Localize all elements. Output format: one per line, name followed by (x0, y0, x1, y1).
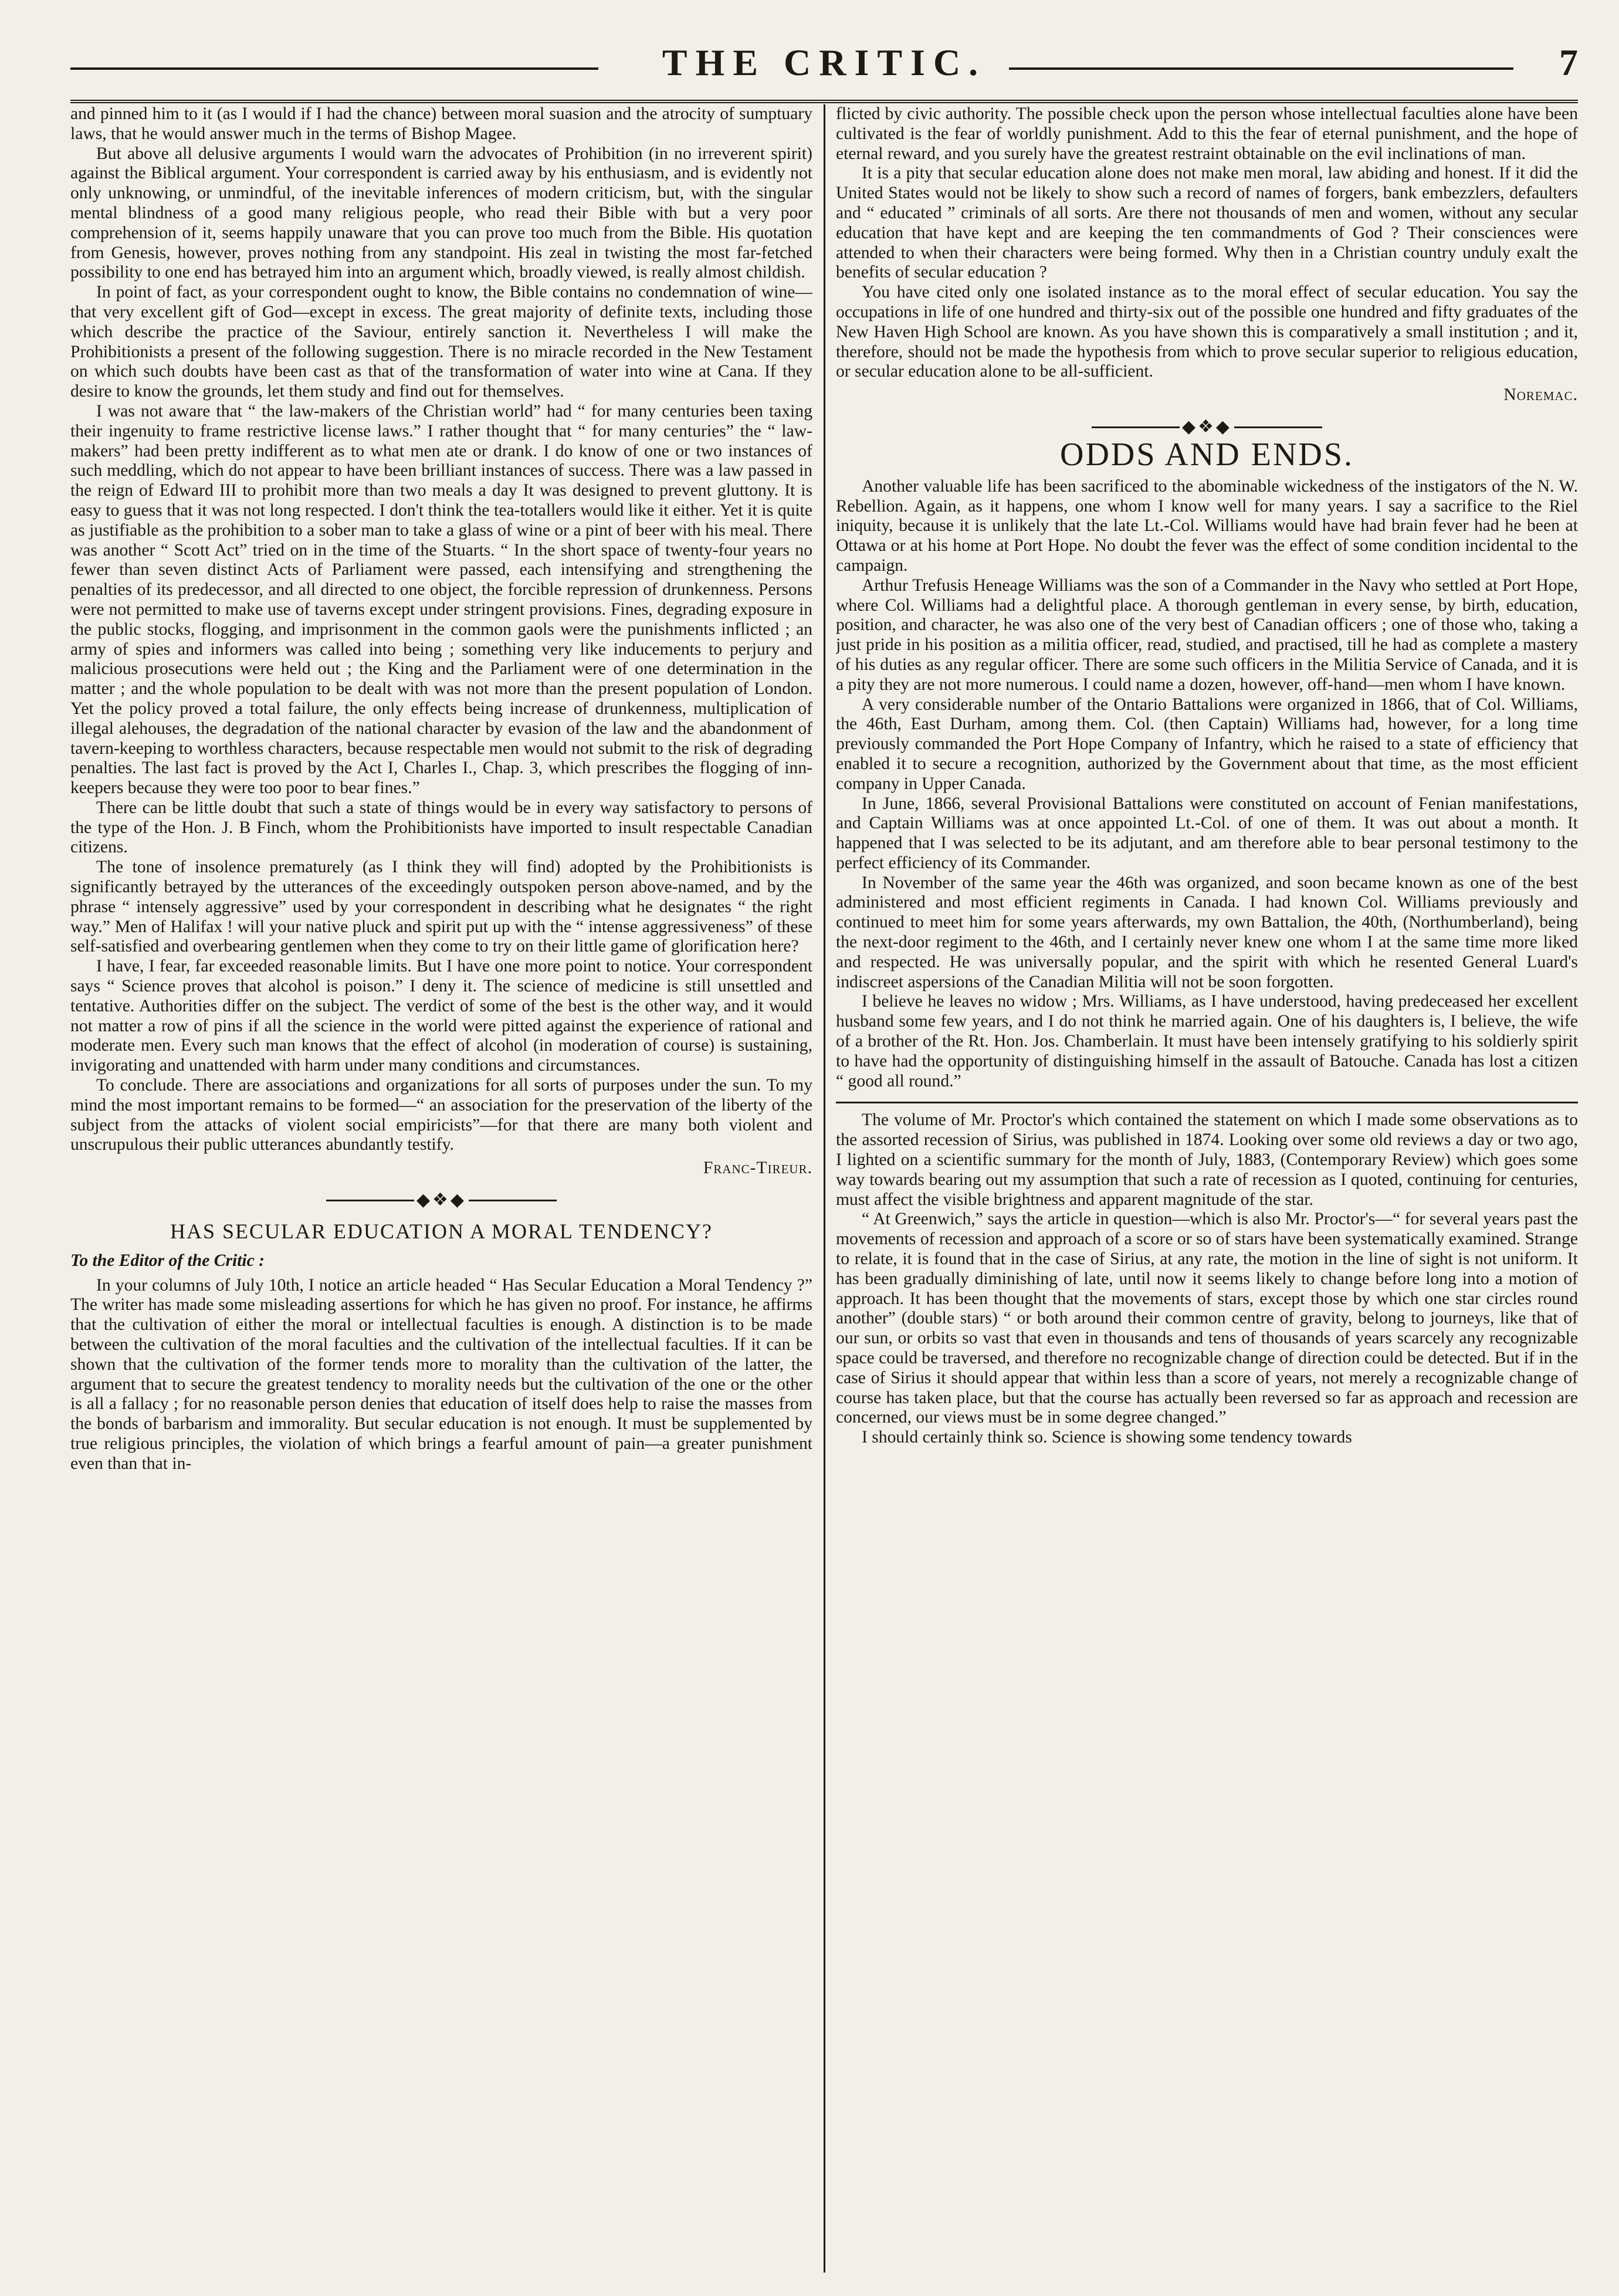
section-ornament (70, 1189, 812, 1210)
ornament-rule (469, 1200, 557, 1201)
section-ornament (836, 416, 1578, 437)
article-paragraph: You have cited only one isolated instance as to the moral effect of secular education. You say the occupations in life of one hundred and thirty-six out of the possible one hundred and fifty graduates of the New Haven High School are known. As you have shown this is comparatively a small institution ; and it, therefore, should not be made the hypothesis from which to prove secular superior to religious education, or secular education alone to be all-sufficient. (836, 283, 1578, 381)
right-column (836, 104, 1578, 2273)
ornament-rule (1092, 426, 1180, 428)
signature: Noremac. (1503, 385, 1578, 405)
article-secular-education-continued (836, 104, 1578, 405)
article-paragraph: In your columns of July 10th, I notice an article headed “ Has Secular Education a Moral Tendency ?” The writer has made some misleading assertions for which he has given no proof. For instance, he affirms that the cultivation of either the moral or intellectual faculties is enough. A distinction is to be made between the cultivation of the moral faculties and the cultivation of the intellectual faculties. If it can be shown that the cultivation of the former tends more to morality than the cultivation of the latter, the argument that to secure the greatest tendency to morality needs but the cultivation of the one or the other is all a fallacy ; for no reasonable person denies that education of itself does help to raise the masses from the bonds of barbarism and immorality. But secular education is not enough. It must be supplemented by true religious principles, the violation of which brings a fearful amount of pain—a greater punishment even than that in- (70, 1275, 812, 1473)
article-heading: HAS SECULAR EDUCATION A MORAL TENDENCY? (170, 1220, 713, 1244)
section-divider (836, 1102, 1578, 1103)
running-title: THE CRITIC. (662, 42, 987, 83)
page-number: 7 (1559, 42, 1578, 83)
ornament-rule (326, 1200, 414, 1201)
article-salutation: To the Editor of the Critic : (70, 1251, 265, 1270)
article-paragraph: In point of fact, as your correspondent ought to know, the Bible contains no condemnation of wine—that very excellent gift of God—except in excess. The great majority of definite texts, including those which describe the practice of the Saviour, entirely sanction it. Nevertheless I will make the Prohibitionists a present of the following suggestion. There is no miracle recorded in the New Testament on which such doubts have been cast as that of the transformation of water into wine at Cana. If they desire to know the grounds, let them study and find out for themselves. (70, 283, 812, 401)
article-paragraph: Another valuable life has been sacrificed to the abominable wickedness of the instigators of the N. W. Rebellion. Again, as it happens, one whom I know well for many years. I say a sacrifice to the Riel iniquity, because it is unlikely that the late Lt.-Col. Williams would have had brain fever had he been at Ottawa or at his home at Port Hope. No doubt the fever was the effect of some condition incidental to the campaign. (836, 476, 1578, 575)
article-paragraph: But above all delusive arguments I would warn the advocates of Prohibition (in no irreverent spirit) against the Biblical argument. Your correspondent is carried away by his enthusiasm, and is evidently not only unknowing, or unmindful, of the inevitable inferences of modern criticism, but, with the singular mental blindness of a good many religious people, who read their Bible with but a very poor comprehension of it, seems happily unaware that you can prove too much from the Bible. His quotation from Genesis, however, proves nothing from any standpoint. His zeal in twisting the most far-fetched possibility to one end has betrayed him into an argument which, broadly viewed, is really almost childish. (70, 144, 812, 282)
columns (70, 104, 1578, 2273)
article-paragraph: and pinned him to it (as I would if I had the chance) between moral suasion and the atrocity of sumptuary laws, that he would answer much in the terms of Bishop Magee. (70, 104, 812, 143)
article-paragraph: flicted by civic authority. The possible check upon the person whose intellectual faculties alone have been cultivated is the fear of worldly punishment. Add to this the fear of eternal punishment, and the hope of eternal reward, and you surely have the greatest restraint obtainable on the evil inclinations of man. (836, 104, 1578, 163)
article-paragraph: I believe he leaves no widow ; Mrs. Williams, as I have understood, having predeceased her excellent husband some few years, and I do not think he married again. One of his daughters is, I believe, the wife of a brother of the Rt. Hon. Jos. Chamberlain. It must have been intensely gratifying to his soldierly spirit to have had the opportunity of distinguishing himself in the assault of Batouche. Canada has lost a citizen “ good all round.” (836, 992, 1578, 1091)
signature: Franc-Tireur. (703, 1159, 812, 1178)
article-paragraph: It is a pity that secular education alone does not make men moral, law abiding and honest. If it did the United States would not be likely to show such a record of names of forgers, bank embezzlers, defaulters and “ educated ” criminals of all sorts. Are there not thousands of men and women, without any secular education that have kept and are keeping the ten commandments of God ? Their consciences were attended to when their characters were being formed. Why then in a Christian country unduly exalt the benefits of secular education ? (836, 164, 1578, 282)
article-odds-and-ends (836, 436, 1578, 1448)
ornament-diamond-icon: ◆❖◆ (416, 1190, 467, 1210)
ornament-rule (1234, 426, 1322, 428)
article-prohibition (70, 104, 812, 1179)
article-paragraph: “ At Greenwich,” says the article in question—which is also Mr. Proctor's—“ for several years past the movements of recession and approach of a score or so of stars have been systematically examined. Strange to relate, it is found that in the case of Sirius, at any rate, the motion in the line of sight is not uniform. It has been gradually diminishing of late, until now it seems likely to change before long into a motion of approach. It has been thought that the movements of stars, except those by which one star circles round another” (double stars) “ or both around their common centre of gravity, belong to journeys, like that of our sun, or orbits so vast that even in thousands and tens of thousands of years scarcely any recognizable space could be traversed, and therefore no recognizable change of direction could be detected. But if in the case of Sirius it should appear that within less than a score of years, not merely a recognizable change of course has taken place, but that the course has actually been reversed so far as approach and recession are concerned, our views must be in some degree changed.” (836, 1210, 1578, 1427)
article-paragraph: A very considerable number of the Ontario Battalions were organized in 1866, that of Col. Williams, the 46th, East Durham, among them. Col. (then Captain) Williams had, however, for a long time previously commanded the Port Hope Company of Infantry, which he raised to a state of efficiency that enabled it to secure a recognition, authorized by the Government about that time, as the most efficient company in Upper Canada. (836, 695, 1578, 793)
article-paragraph: Arthur Trefusis Heneage Williams was the son of a Commander in the Navy who settled at Port Hope, where Col. Williams had a delightful place. A thorough gentleman in every sense, by birth, education, position, and character, he was also one of the very best of Canadian officers ; one of those who, taking a just pride in his position as a militia officer, read, studied, and practised, till he had as complete a mastery of his duties as any regular officer. There are some such officers in the Militia Service of Canada, and it is a pity they are not more numerous. I could name a dozen, however, off-hand—men whom I have known. (836, 575, 1578, 694)
masthead (70, 35, 1578, 103)
masthead-rule-right (1009, 67, 1513, 70)
article-paragraph: I was not aware that “ the law-makers of the Christian world” had “ for many centuries been taxing their ingenuity to frame restrictive license laws.” I rather thought that “ for many centuries” the “ law-makers” had been pretty indifferent as to what men ate or drank. I do know of one or two instances of such meddling, which do not appear to have been brilliant instances of success. There was a law passed in the reign of Edward III to prohibit more than two meals a day It was designed to prevent gluttony. It is easy to guess that it was not long respected. I don't think the tea-totallers would like it either. Yet it is quite as justifiable as the prohibition to a sober man to take a glass of wine or a pint of beer with his meal. There was another “ Scott Act” tried on in the time of the Stuarts. “ In the short space of twenty-four years no fewer than seven distinct Acts of Parliament were passed, each intensifying and strengthening the penalties of its predecessor, and all directed to one object, the forcible repression of drunkenness. Persons were not permitted to make use of taverns except under stringent provisions. Fines, degrading exposure in the public stocks, flogging, and imprisonment in the common gaols were the punishments inflicted ; an army of spies and informers was called into being ; something very like inducements to perjury and malicious prosecutions were held out ; the King and the Parliament were of one determination in the matter ; and the whole population to be dealt with was not more than the present population of London. Yet the policy proved a total failure, the only effects being increase of drunkenness, multiplication of illegal alehouses, the degradation of the national character by evasion of the law and the abandonment of tavern-keeping to worthless characters, because respectable men would not submit to the risk of degrading penalties. The last fact is proved by the Act I, Charles I., Chap. 3, which prescribes the flogging of inn-keepers because they were too poor to bear fines.” (70, 401, 812, 798)
article-paragraph: In November of the same year the 46th was organized, and soon became known as one of the best administered and most efficient regiments in Canada. I had known Col. Williams previously and continued to meet him for some years afterwards, my own Battalion, the 40th, (Northumberland), being the next-door regiment to the 46th, and I certainly never knew one whom I at the same time more liked and respected. He was universally popular, and the spirit with which he resented General Luard's indiscreet aspersions of the Canadian Militia will not be soon forgotten. (836, 873, 1578, 991)
article-heading: ODDS AND ENDS. (1060, 436, 1354, 473)
article-secular-education (70, 1222, 812, 1474)
article-paragraph: I should certainly think so. Science is showing some tendency towards (862, 1428, 1352, 1447)
column-divider (824, 104, 825, 2273)
ornament-diamond-icon: ◆❖◆ (1181, 417, 1232, 437)
article-paragraph: The volume of Mr. Proctor's which contained the statement on which I made some observations as to the assorted recession of Sirius, was published in 1874. Looking over some old reviews a day or two ago, I lighted on a scientific summary for the month of July, 1883, (Contemporary Review) which goes some way towards bearing out my assumption that such a rate of recession as I quoted, continuing for centuries, must affect the visible brightness and apparent magnitude of the star. (836, 1110, 1578, 1209)
article-paragraph: There can be little doubt that such a state of things would be in every way satisfactory to persons of the type of the Hon. J. B Finch, whom the Prohibitionists have imported to insult respectable Canadian citizens. (70, 798, 812, 857)
article-paragraph: The tone of insolence prematurely (as I think they will find) adopted by the Prohibitionists is significantly betrayed by the utterances of the exceedingly outspoken person above-named, and by the phrase “ intensely aggressive” used by your correspondent in describing what he designates “ the right way.” Men of Halifax ! will your native pluck and spirit put up with the “ intense aggressiveness” of these self-satisfied and overbearing gentlemen when they come to try on their little game of glorification here? (70, 858, 812, 956)
article-paragraph: To conclude. There are associations and organizations for all sorts of purposes under the sun. To my mind the most important remains to be formed—“ an association for the preservation of the liberty of the subject from the attacks of violent social empiricists”—for that there are many both violent and unscrupulous their public utterances abundantly testify. (70, 1076, 812, 1154)
article-paragraph: In June, 1866, several Provisional Battalions were constituted on account of Fenian manifestations, and Captain Williams was at once appointed Lt.-Col. of one of them. It was out about a month. It happened that I was selected to be its adjutant, and am therefore able to bear personal testimony to the perfect efficiency of its Commander. (836, 794, 1578, 872)
left-column (70, 104, 812, 2273)
article-paragraph: I have, I fear, far exceeded reasonable limits. But I have one more point to notice. Your correspondent says “ Science proves that alcohol is poison.” I deny it. The science of medicine is still unsettled and tentative. Authorities differ on the subject. The verdict of some of the best is the other way, and it would not matter a row of pins if all the science in the world were pitted against the experience of rational and moderate men. Every such man knows that the effect of alcohol (in moderation of course) is sustaining, invigorating and unattended with harm under many conditions and circumstances. (70, 957, 812, 1075)
